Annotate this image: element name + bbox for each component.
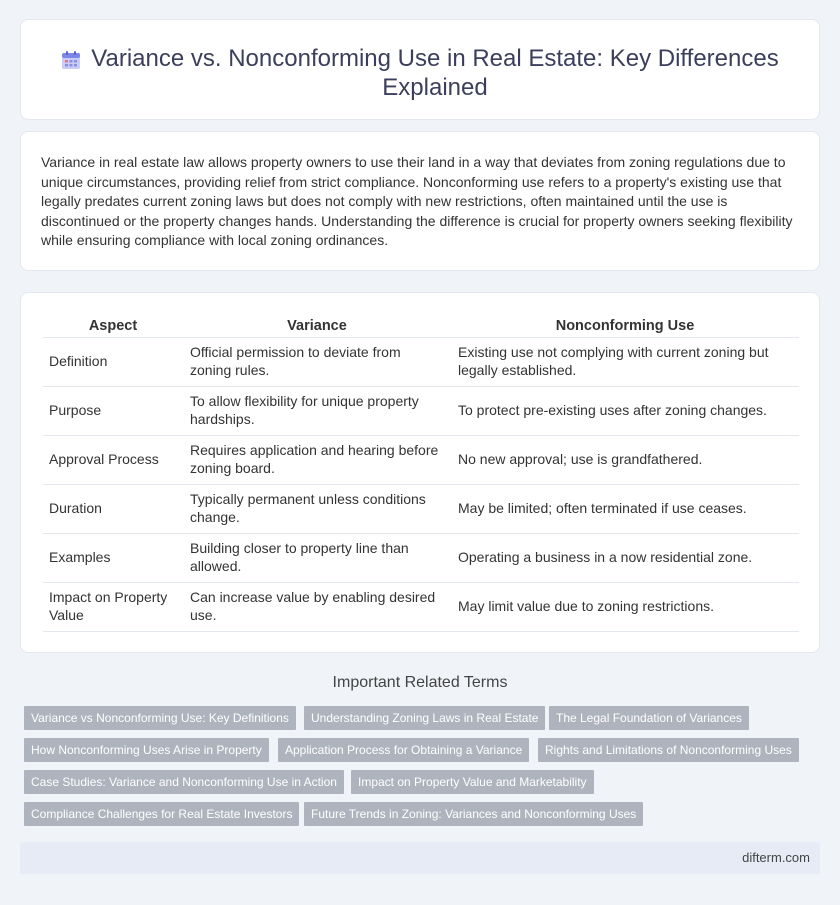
table-cell-aspect: Impact on Property Value [43, 582, 183, 631]
table-cell-nonconforming: Existing use not complying with current zoning but legally established. [451, 337, 799, 386]
intro-card [20, 131, 820, 271]
related-term-link[interactable]: How Nonconforming Uses Arise in Property [24, 738, 269, 762]
footer [20, 842, 820, 874]
table-cell-aspect: Duration [43, 484, 183, 533]
column-header-variance: Variance [183, 316, 451, 337]
related-term-link[interactable]: Rights and Limitations of Nonconforming Uses [538, 738, 799, 762]
table-cell-aspect: Definition [43, 337, 183, 386]
comparison-table [43, 316, 799, 632]
header-card [20, 19, 820, 120]
table-row [43, 435, 799, 484]
table-cell-nonconforming: To protect pre-existing uses after zoning changes. [451, 386, 799, 435]
table-cell-aspect: Examples [43, 533, 183, 582]
column-header-aspect: Aspect [43, 316, 183, 337]
table-row [43, 582, 799, 631]
page-title: Variance vs. Nonconforming Use in Real Estate: Key Differences Explained [91, 45, 779, 101]
table-row [43, 337, 799, 386]
related-terms-heading: Important Related Terms [332, 674, 508, 691]
table-cell-variance: To allow flexibility for unique property hardships. [183, 386, 451, 435]
table-cell-aspect: Approval Process [43, 435, 183, 484]
footer-site-link[interactable]: difterm.com [742, 850, 810, 865]
intro-paragraph: Variance in real estate law allows property owners to use their land in a way that deviates from zoning regulations due to unique circumstances, providing relief from strict compliance. Nonconforming use refers to a property's existing use that legally predates current zoning laws but does not comply with new restrictions, often maintained until the use is discontinued or the property changes hands. Understanding the difference is crucial for property owners seeking flexibility while ensuring compliance with local zoning ordinances. [41, 154, 793, 248]
related-term-link[interactable]: Future Trends in Zoning: Variances and Nonconforming Uses [304, 802, 643, 826]
table-row [43, 533, 799, 582]
related-term-link[interactable]: Application Process for Obtaining a Variance [278, 738, 529, 762]
column-header-nonconforming-use: Nonconforming Use [451, 316, 799, 337]
table-cell-nonconforming: May limit value due to zoning restrictions. [451, 582, 799, 631]
related-term-link[interactable]: Case Studies: Variance and Nonconforming Use in Action [24, 770, 344, 794]
table-cell-variance: Official permission to deviate from zoning rules. [183, 337, 451, 386]
table-row [43, 484, 799, 533]
table-cell-nonconforming: Operating a business in a now residential zone. [451, 533, 799, 582]
table-row [43, 386, 799, 435]
comparison-table-card [20, 292, 820, 653]
table-cell-variance: Can increase value by enabling desired use. [183, 582, 451, 631]
related-term-link[interactable]: Impact on Property Value and Marketability [351, 770, 594, 794]
table-cell-aspect: Purpose [43, 386, 183, 435]
table-header-row [43, 316, 799, 337]
table-cell-variance: Typically permanent unless conditions change. [183, 484, 451, 533]
related-term-link[interactable]: Variance vs Nonconforming Use: Key Definitions [24, 706, 296, 730]
related-term-link[interactable]: Compliance Challenges for Real Estate Investors [24, 802, 299, 826]
related-term-link[interactable]: The Legal Foundation of Variances [549, 706, 749, 730]
table-cell-nonconforming: No new approval; use is grandfathered. [451, 435, 799, 484]
table-cell-variance: Building closer to property line than allowed. [183, 533, 451, 582]
related-term-link[interactable]: Understanding Zoning Laws in Real Estate [304, 706, 545, 730]
table-cell-variance: Requires application and hearing before zoning board. [183, 435, 451, 484]
table-cell-nonconforming: May be limited; often terminated if use ceases. [451, 484, 799, 533]
